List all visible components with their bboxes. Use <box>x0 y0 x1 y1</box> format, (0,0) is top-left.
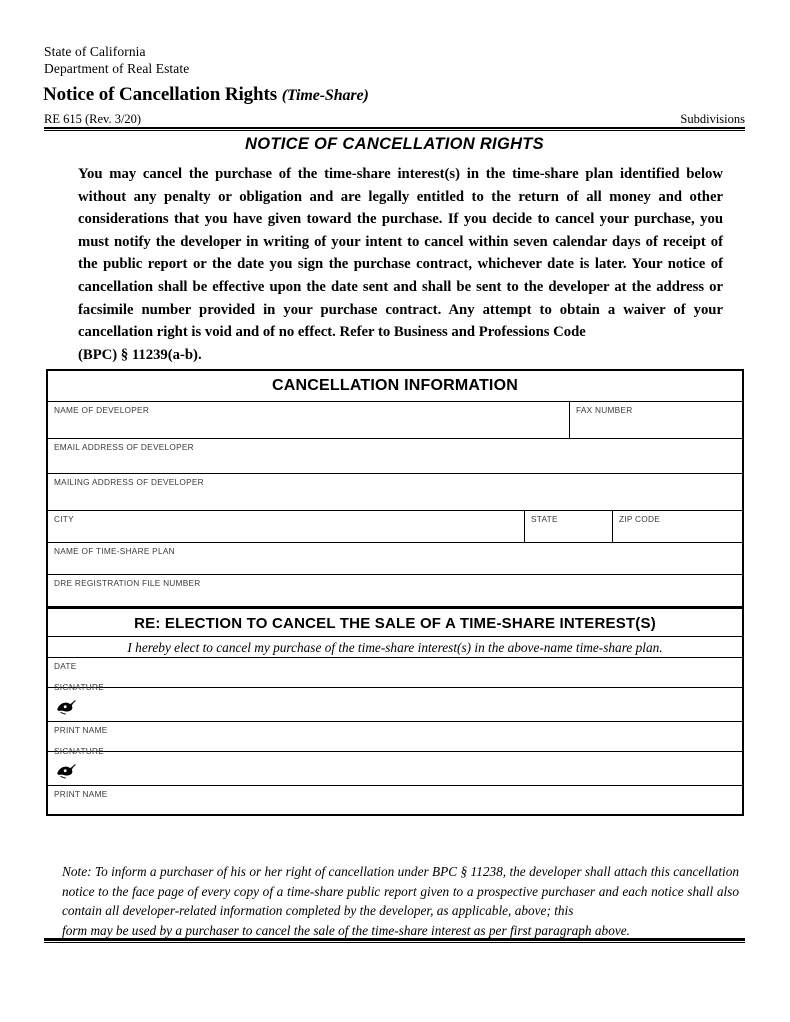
table-row <box>48 682 742 722</box>
signature-pen-icon <box>56 764 76 780</box>
notice-body-citation: (BPC) § 11239(a-b). <box>78 346 202 363</box>
mailing-address-of-developer-field[interactable] <box>48 474 742 510</box>
zip-code-label: ZIP CODE <box>619 514 661 524</box>
notice-body-text: You may cancel the purchase of the time-share interest(s) in the time-share plan identified below without any penalty or obligation and are legally entitled to the return of all money and other considerations that you have given toward the purchase. If you decide to cancel your purchase, you must notify the developer in writing of your intent to cancel within seven calendar days of receipt of the public report or the date you sign the purchase contract, whichever date is later. Your notice of cancellation shall be effective upon the date sent and shall be sent to the developer at the address or facsimile number provided in your purchase contract. Any attempt to obtain a waiver of your cancellation right is void and of no effect. Refer to Business and Professions Code <box>78 166 723 341</box>
table-row <box>48 637 742 658</box>
zip-code-field[interactable] <box>612 511 742 542</box>
footer-divider-rule <box>44 938 745 943</box>
signature-label-1: SIGNATURE <box>54 682 105 692</box>
dre-registration-file-number-label: DRE REGISTRATION FILE NUMBER <box>54 578 201 588</box>
name-of-developer-label: NAME OF DEVELOPER <box>54 405 150 415</box>
table-row <box>48 543 742 575</box>
name-of-time-share-plan-field[interactable] <box>48 543 742 574</box>
signature-field-1[interactable] <box>48 682 742 721</box>
form-title <box>43 84 369 106</box>
print-name-field-1[interactable] <box>48 722 742 751</box>
department-tag: Subdivisions <box>680 112 745 126</box>
name-of-developer-field[interactable] <box>48 402 569 438</box>
mailing-address-of-developer-label: MAILING ADDRESS OF DEVELOPER <box>54 477 204 487</box>
date-label: DATE <box>54 661 77 671</box>
table-row <box>48 439 742 474</box>
signature-pen-icon <box>56 700 76 716</box>
cancellation-information-table <box>46 369 744 816</box>
footer-note-last-line: form may be used by a purchaser to cancel the sale of the time-share interest as per first paragraph above. <box>62 922 630 938</box>
name-of-time-share-plan-label: NAME OF TIME-SHARE PLAN <box>54 546 175 556</box>
form-number: RE 615 (Rev. 3/20) <box>44 112 142 126</box>
email-address-of-developer-label: EMAIL ADDRESS OF DEVELOPER <box>54 442 194 452</box>
table-row <box>48 402 742 439</box>
print-name-field-2[interactable] <box>48 786 742 814</box>
footer-note-text: Note: To inform a purchaser of his or her right of cancellation under BPC § 11238, the developer shall attach this cancellation notice to the face page of every copy of a time-share public report given to a prospective purchaser and each notice shall also contain all developer-related information completed by the developer, as applicable, above; this <box>62 864 739 919</box>
table-row <box>48 607 742 637</box>
signature-field-2[interactable] <box>48 746 742 785</box>
section-title: CANCELLATION INFORMATION <box>272 377 518 394</box>
table-row <box>48 786 742 814</box>
header-divider-rule <box>44 127 745 131</box>
city-label: CITY <box>54 514 74 524</box>
footer-note <box>62 862 739 940</box>
print-name-label-2: PRINT NAME <box>54 789 108 799</box>
agency-heading <box>44 44 189 77</box>
table-row <box>48 474 742 511</box>
signature-label-2: SIGNATURE <box>54 746 105 756</box>
table-row <box>48 511 742 543</box>
notice-heading: NOTICE OF CANCELLATION RIGHTS <box>245 135 544 153</box>
table-row <box>48 658 742 688</box>
email-address-of-developer-field[interactable] <box>48 439 742 473</box>
city-field[interactable] <box>48 511 524 542</box>
date-field[interactable] <box>48 658 742 687</box>
fax-number-field[interactable] <box>569 402 742 438</box>
print-name-label-1: PRINT NAME <box>54 725 108 735</box>
state-label: STATE <box>531 514 558 524</box>
form-title-main: Notice of Cancellation Rights <box>43 84 278 105</box>
agency-state-line: State of California <box>44 44 146 59</box>
state-field[interactable] <box>524 511 612 542</box>
notice-body <box>78 163 723 366</box>
table-row <box>48 575 742 607</box>
election-section-title: RE: ELECTION TO CANCEL THE SALE OF A TIME-SHARE INTEREST(S) <box>134 615 656 632</box>
dre-registration-file-number-field[interactable] <box>48 575 742 606</box>
table-row <box>48 746 742 786</box>
agency-department-line: Department of Real Estate <box>44 60 190 76</box>
election-statement: I hereby elect to cancel my purchase of the time-share interest(s) in the above-name time-share plan. <box>127 640 663 655</box>
form-title-subtitle: (Time-Share) <box>281 87 369 104</box>
table-row <box>48 722 742 752</box>
fax-number-label: FAX NUMBER <box>576 405 633 415</box>
table-row <box>48 371 742 402</box>
